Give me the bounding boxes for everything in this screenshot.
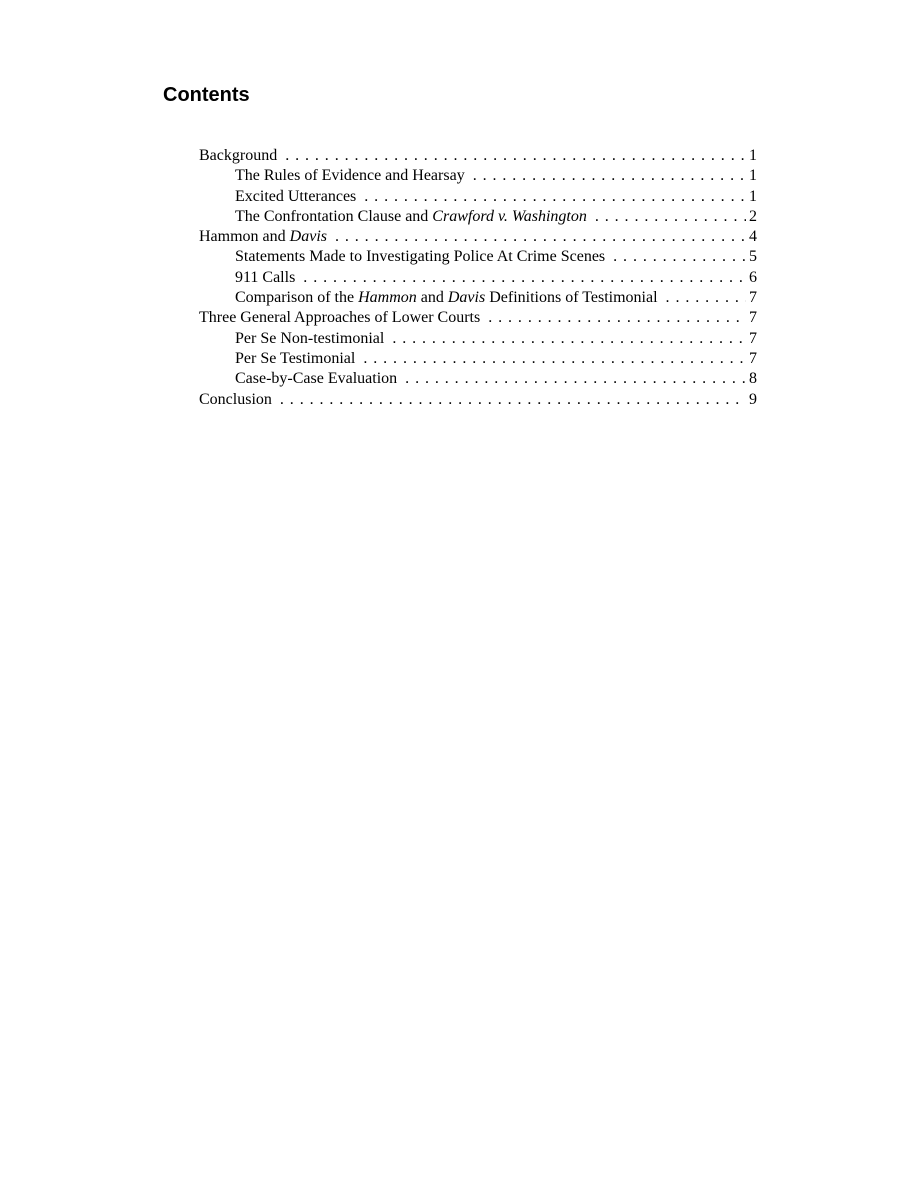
toc-entry[interactable] — [199, 227, 757, 247]
toc-entry-title — [235, 268, 295, 288]
toc-title-segment: Conclusion — [199, 390, 272, 408]
toc-page-number: 1 — [749, 167, 757, 185]
toc-entry[interactable] — [199, 308, 757, 328]
toc-title-segment: Definitions of Testimonial — [485, 289, 658, 307]
toc-entry[interactable] — [199, 390, 757, 410]
toc-dot-leader — [335, 227, 746, 247]
toc-entry-title — [199, 146, 277, 166]
toc-title-segment: Per Se Non-testimonial — [235, 329, 385, 347]
toc-page-number: 6 — [749, 268, 757, 286]
toc-entry[interactable] — [199, 146, 757, 166]
toc-dot-leader — [405, 369, 746, 389]
toc-page-number: 1 — [749, 187, 757, 205]
toc-entry[interactable] — [199, 207, 757, 227]
toc-page-number: 9 — [749, 390, 757, 408]
toc-entry-title — [235, 247, 605, 267]
toc-dot-leader — [364, 187, 746, 207]
toc-dot-leader — [363, 349, 746, 369]
toc-page-number: 7 — [749, 309, 757, 327]
toc-title-italic-segment: Crawford v. Washington — [432, 207, 587, 225]
toc-entry-title — [199, 390, 272, 410]
table-of-contents — [199, 146, 757, 410]
toc-page-number: 2 — [749, 207, 757, 225]
toc-title-segment: The Confrontation Clause and — [235, 207, 433, 225]
toc-title-segment: Comparison of the — [235, 289, 359, 307]
toc-title-segment: Background — [199, 147, 278, 164]
toc-title-segment: Case-by-Case Evaluation — [235, 370, 398, 388]
toc-page-number: 5 — [749, 248, 757, 266]
toc-dot-leader — [488, 308, 746, 328]
toc-entry-title — [235, 349, 355, 369]
toc-dot-leader — [285, 146, 746, 166]
toc-title-segment: Per Se Testimonial — [235, 349, 356, 367]
toc-entry[interactable] — [199, 369, 757, 389]
toc-dot-leader — [613, 247, 746, 267]
toc-entry[interactable] — [199, 247, 757, 267]
toc-title-segment: and — [416, 289, 448, 307]
toc-title-italic-segment: Davis — [447, 289, 486, 307]
toc-page-number: 7 — [749, 349, 757, 367]
toc-dot-leader — [303, 268, 746, 288]
toc-entry-title — [199, 227, 327, 247]
toc-entry[interactable] — [199, 329, 757, 349]
toc-entry[interactable] — [199, 187, 757, 207]
toc-page-number: 7 — [749, 289, 757, 307]
toc-entry[interactable] — [199, 349, 757, 369]
toc-entry-title — [235, 329, 384, 349]
toc-entry-title — [235, 288, 658, 308]
toc-dot-leader — [473, 166, 746, 186]
toc-title-italic-segment: Hammon — [358, 289, 417, 307]
toc-page-number: 1 — [749, 147, 757, 164]
toc-entry-title — [199, 308, 480, 328]
toc-page-number: 7 — [749, 329, 757, 347]
toc-title-segment: Three General Approaches of Lower Courts — [199, 309, 481, 327]
toc-title-segment: Statements Made to Investigating Police At Crime Scenes — [235, 248, 606, 266]
toc-dot-leader — [595, 207, 746, 227]
toc-dot-leader — [392, 329, 746, 349]
toc-title-segment: Hammon and — [199, 228, 290, 246]
toc-title-segment: The Rules of Evidence and Hearsay — [235, 167, 465, 185]
toc-entry-title — [235, 369, 397, 389]
page-title: Contents — [163, 84, 250, 106]
toc-title-segment: Excited Utterances — [235, 187, 357, 205]
toc-entry-title — [235, 207, 587, 227]
toc-entry[interactable] — [199, 166, 757, 186]
toc-entry-title — [235, 166, 465, 186]
toc-page-number: 4 — [749, 228, 757, 246]
toc-entry[interactable] — [199, 288, 757, 308]
toc-page-number: 8 — [749, 370, 757, 388]
toc-entry-title — [235, 187, 356, 207]
toc-title-italic-segment: Davis — [289, 228, 327, 246]
toc-title-segment: 911 Calls — [235, 268, 296, 286]
toc-dot-leader — [666, 288, 746, 308]
toc-entry[interactable] — [199, 268, 757, 288]
toc-dot-leader — [280, 390, 746, 410]
